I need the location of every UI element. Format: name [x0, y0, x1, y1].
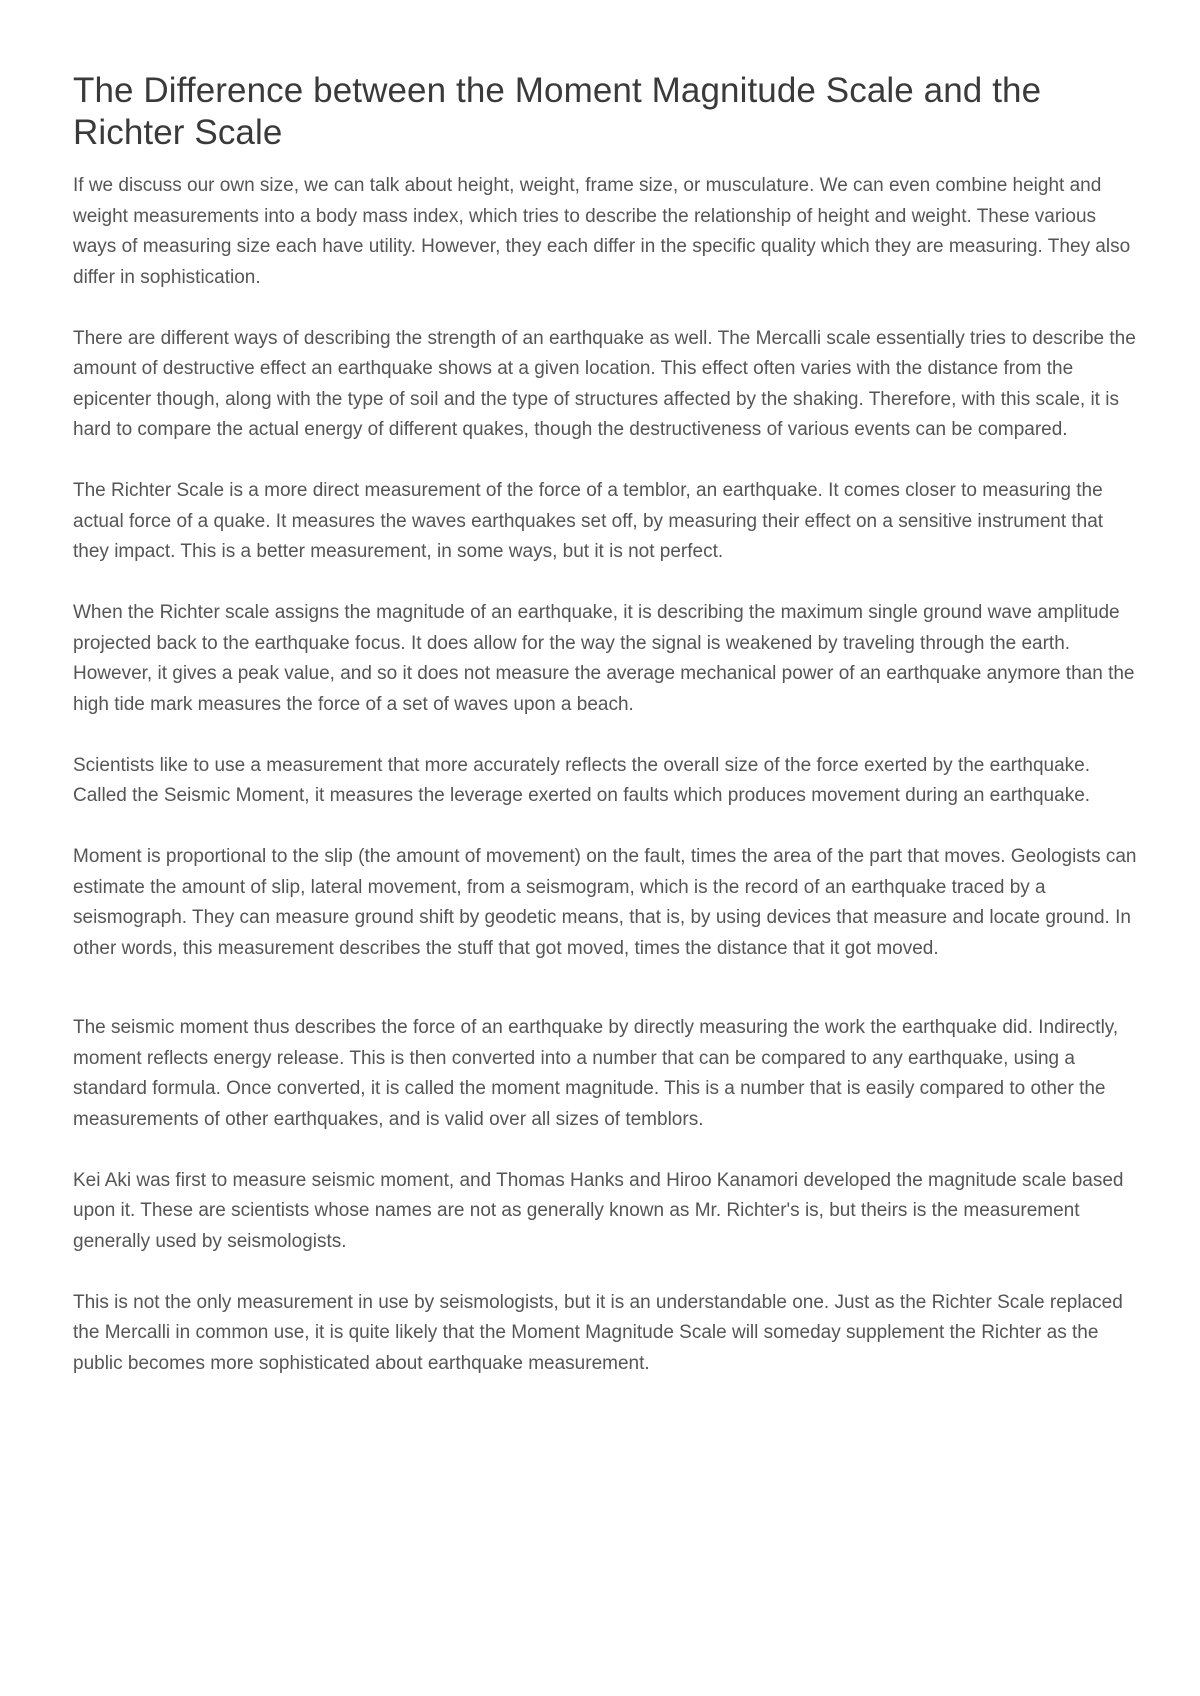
paragraph: Kei Aki was first to measure seismic moment, and Thomas Hanks and Hiroo Kanamori developed the magnitude scale based upon it. These are scientists whose names are not as generally known as Mr. Richter's is, but theirs is the measurement generally used by seismologists.: [73, 1169, 1124, 1252]
paragraph-gap: [73, 964, 1143, 1013]
document-title: The Difference between the Moment Magnitude Scale and the Richter Scale: [73, 71, 1042, 152]
paragraph: This is not the only measurement in use by seismologists, but it is an understandable one. Just as the Richter Scale replaced the Mercalli in common use, it is quite likely that the Moment Magnitude Scale will someday supplement the Richter as the public becomes more sophisticated about earthquake measurement.: [73, 1291, 1123, 1374]
document-page: [73, 70, 1143, 1410]
paragraph: If we discuss our own size, we can talk about height, weight, frame size, or musculature. We can even combine height and weight measurements into a body mass index, which tries to describe the relationship of height and weight. These various ways of measuring size each have utility. However, they each differ in the specific quality which they are measuring. They also differ in sophistication.: [73, 175, 1131, 288]
paragraph: Moment is proportional to the slip (the amount of movement) on the fault, times the area of the part that moves. Geologists can estimate the amount of slip, lateral movement, from a seismogram, which is the record of an earthquake traced by a seismograph. They can measure ground shift by geodetic means, that is, by using devices that measure and locate ground. In other words, this measurement describes the stuff that got moved, times the distance that it got moved.: [73, 846, 1137, 959]
paragraph: The seismic moment thus describes the force of an earthquake by directly measuring the work the earthquake did. Indirectly, moment reflects energy release. This is then converted into a number that can be compared to any earthquake, using a standard formula. Once converted, it is called the moment magnitude. This is a number that is easily compared to other the measurements of other earthquakes, and is valid over all sizes of temblors.: [73, 1017, 1119, 1130]
paragraph: The Richter Scale is a more direct measurement of the force of a temblor, an earthquake. It comes closer to measuring the actual force of a quake. It measures the waves earthquakes set off, by measuring their effect on a sensitive instrument that they impact. This is a better measurement, in some ways, but it is not perfect.: [73, 480, 1104, 562]
paragraph: When the Richter scale assigns the magnitude of an earthquake, it is describing the maximum single ground wave amplitude projected back to the earthquake focus. It does allow for the way the signal is weakened by traveling through the earth. However, it gives a peak value, and so it does not measure the average mechanical power of an earthquake anymore than the high tide mark measures the force of a set of waves upon a beach.: [73, 602, 1135, 715]
paragraph: Scientists like to use a measurement that more accurately reflects the overall size of the force exerted by the earthquake. Called the Seismic Moment, it measures the leverage exerted on faults which produces movement during an earthquake.: [73, 754, 1091, 806]
paragraph: There are different ways of describing the strength of an earthquake as well. The Mercalli scale essentially tries to describe the amount of destructive effect an earthquake shows at a given location. This effect often varies with the distance from the epicenter though, along with the type of soil and the type of structures affected by the shaking. Therefore, with this scale, it is hard to compare the actual energy of different quakes, though the destructiveness of various events can be compared.: [73, 327, 1136, 440]
